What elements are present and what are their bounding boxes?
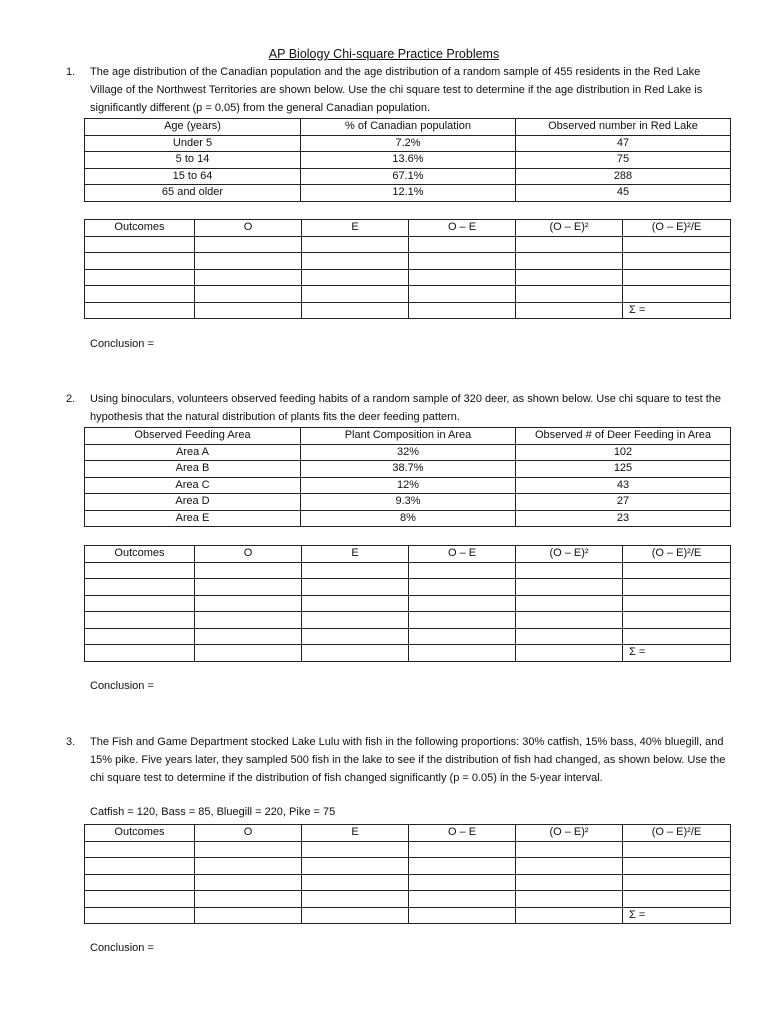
table-header: Plant Composition in Area	[301, 428, 516, 445]
table-cell: 288	[516, 168, 731, 185]
answer-cell[interactable]	[85, 907, 195, 924]
answer-cell[interactable]	[302, 562, 409, 579]
answer-cell[interactable]	[516, 302, 623, 319]
worksheet-header: (O – E)²/E	[623, 220, 731, 237]
answer-cell[interactable]	[409, 562, 516, 579]
question-1	[66, 63, 726, 117]
worksheet-header: O	[195, 825, 302, 842]
table-row	[85, 135, 731, 152]
table-cell: 12.1%	[301, 185, 516, 202]
table-cell: 13.6%	[301, 152, 516, 169]
answer-cell[interactable]	[85, 612, 195, 629]
question-number: 2.	[66, 393, 76, 405]
answer-cell[interactable]	[85, 645, 195, 662]
question-text: Using binoculars, volunteers observed feeding habits of a random sample of 320 deer, as shown below. Use chi square to test the hypothesis that the natural distribution of plants fits the deer feeding pattern.	[90, 393, 722, 423]
table-cell: 67.1%	[301, 168, 516, 185]
answer-cell[interactable]	[516, 269, 623, 286]
answer-cell[interactable]	[195, 286, 302, 303]
answer-cell[interactable]	[302, 302, 409, 319]
answer-cell[interactable]	[623, 612, 731, 629]
worksheet-row	[85, 236, 731, 253]
answer-cell[interactable]	[409, 595, 516, 612]
answer-cell[interactable]	[623, 874, 731, 891]
answer-cell[interactable]	[623, 562, 731, 579]
table-cell: Under 5	[85, 135, 301, 152]
worksheet-sum-row	[85, 907, 731, 924]
answer-cell[interactable]	[302, 253, 409, 270]
question-2	[66, 390, 726, 426]
answer-cell[interactable]	[302, 612, 409, 629]
table-cell: 23	[516, 510, 731, 527]
answer-cell[interactable]	[302, 286, 409, 303]
answer-cell[interactable]	[623, 579, 731, 596]
table-cell: Area B	[85, 461, 301, 478]
answer-cell[interactable]	[409, 874, 516, 891]
table-row	[85, 444, 731, 461]
answer-cell[interactable]	[409, 286, 516, 303]
answer-cell[interactable]	[409, 302, 516, 319]
question-3	[66, 733, 726, 787]
answer-cell[interactable]	[302, 269, 409, 286]
answer-cell[interactable]	[85, 841, 195, 858]
worksheet-row	[85, 841, 731, 858]
answer-cell[interactable]	[302, 858, 409, 875]
answer-cell[interactable]	[409, 907, 516, 924]
answer-cell[interactable]	[85, 562, 195, 579]
answer-cell[interactable]	[623, 858, 731, 875]
answer-cell[interactable]	[516, 858, 623, 875]
worksheet-row	[85, 858, 731, 875]
answer-cell[interactable]	[195, 579, 302, 596]
table-cell: 125	[516, 461, 731, 478]
sum-cell[interactable]: Σ =	[623, 302, 731, 319]
answer-cell[interactable]	[409, 841, 516, 858]
answer-cell[interactable]	[302, 236, 409, 253]
worksheet-header: O – E	[409, 220, 516, 237]
table-header: Observed number in Red Lake	[516, 119, 731, 136]
worksheet-header: Outcomes	[85, 220, 195, 237]
table-cell: 43	[516, 477, 731, 494]
table-row	[85, 477, 731, 494]
answer-cell[interactable]	[195, 645, 302, 662]
table-cell: 8%	[301, 510, 516, 527]
table-cell: Area D	[85, 494, 301, 511]
answer-cell[interactable]	[302, 841, 409, 858]
answer-cell[interactable]	[85, 891, 195, 908]
worksheet-row	[85, 562, 731, 579]
answer-cell[interactable]	[516, 841, 623, 858]
answer-cell[interactable]	[302, 645, 409, 662]
worksheet-header: O – E	[409, 825, 516, 842]
worksheet-header: (O – E)²/E	[623, 546, 731, 563]
table-header: Observed # of Deer Feeding in Area	[516, 428, 731, 445]
answer-cell[interactable]	[195, 841, 302, 858]
worksheet-header: (O – E)²	[516, 546, 623, 563]
answer-cell[interactable]	[409, 253, 516, 270]
answer-cell[interactable]	[516, 562, 623, 579]
answer-cell[interactable]	[516, 579, 623, 596]
table-cell: 12%	[301, 477, 516, 494]
question-number: 1.	[66, 66, 76, 78]
worksheet-header: (O – E)²	[516, 825, 623, 842]
worksheet-header: O	[195, 220, 302, 237]
answer-cell[interactable]	[85, 269, 195, 286]
table-cell: 38.7%	[301, 461, 516, 478]
table-cell: 75	[516, 152, 731, 169]
answer-cell[interactable]	[85, 579, 195, 596]
table-row	[85, 494, 731, 511]
answer-cell[interactable]	[516, 891, 623, 908]
worksheet-header: (O – E)²	[516, 220, 623, 237]
worksheet-row	[85, 286, 731, 303]
table-cell: 32%	[301, 444, 516, 461]
worksheet-table-3	[84, 824, 731, 924]
answer-cell[interactable]	[516, 595, 623, 612]
data-table-1	[84, 118, 731, 202]
answer-cell[interactable]	[516, 874, 623, 891]
conclusion-label: Conclusion =	[90, 942, 154, 954]
answer-cell[interactable]	[85, 874, 195, 891]
worksheet-header: O	[195, 546, 302, 563]
table-cell: Area A	[85, 444, 301, 461]
worksheet-row	[85, 628, 731, 645]
worksheet-row	[85, 595, 731, 612]
table-row	[85, 185, 731, 202]
answer-cell[interactable]	[302, 579, 409, 596]
worksheet-header: Outcomes	[85, 546, 195, 563]
worksheet-header: E	[302, 825, 409, 842]
answer-cell[interactable]	[195, 302, 302, 319]
answer-cell[interactable]	[195, 874, 302, 891]
answer-cell[interactable]	[85, 302, 195, 319]
answer-cell[interactable]	[516, 612, 623, 629]
answer-cell[interactable]	[623, 286, 731, 303]
answer-cell[interactable]	[302, 891, 409, 908]
answer-cell[interactable]	[516, 236, 623, 253]
answer-cell[interactable]	[623, 841, 731, 858]
answer-cell[interactable]	[409, 645, 516, 662]
worksheet-header: O – E	[409, 546, 516, 563]
table-row	[85, 168, 731, 185]
question-text: The age distribution of the Canadian population and the age distribution of a random sample of 455 residents in the Red Lake Village of the Northwest Territories are shown below. Use the chi square test to determine if the age distribution in Red Lake is significantly different (p = 0.05) from the general Canadian population.	[90, 66, 703, 114]
answer-cell[interactable]	[302, 907, 409, 924]
answer-cell[interactable]	[195, 562, 302, 579]
conclusion-label: Conclusion =	[90, 680, 154, 692]
table-cell: 9.3%	[301, 494, 516, 511]
answer-cell[interactable]	[409, 269, 516, 286]
answer-cell[interactable]	[85, 628, 195, 645]
answer-cell[interactable]	[85, 595, 195, 612]
worksheet-row	[85, 612, 731, 629]
table-cell: 47	[516, 135, 731, 152]
table-cell: 7.2%	[301, 135, 516, 152]
answer-cell[interactable]	[302, 874, 409, 891]
table-row	[85, 461, 731, 478]
answer-cell[interactable]	[409, 891, 516, 908]
answer-cell[interactable]	[195, 907, 302, 924]
answer-cell[interactable]	[195, 628, 302, 645]
answer-cell[interactable]	[623, 595, 731, 612]
answer-cell[interactable]	[623, 269, 731, 286]
table-cell: 5 to 14	[85, 152, 301, 169]
worksheet-sum-row	[85, 302, 731, 319]
worksheet-header: E	[302, 546, 409, 563]
answer-cell[interactable]	[623, 236, 731, 253]
conclusion-label: Conclusion =	[90, 338, 154, 350]
answer-cell[interactable]	[516, 253, 623, 270]
answer-cell[interactable]	[85, 236, 195, 253]
table-row	[85, 152, 731, 169]
answer-cell[interactable]	[623, 628, 731, 645]
sum-cell[interactable]: Σ =	[623, 645, 731, 662]
answer-cell[interactable]	[85, 858, 195, 875]
answer-cell[interactable]	[195, 236, 302, 253]
answer-cell[interactable]	[195, 891, 302, 908]
table-header: % of Canadian population	[301, 119, 516, 136]
sample-counts: Catfish = 120, Bass = 85, Bluegill = 220, Pike = 75	[90, 806, 336, 818]
question-text: The Fish and Game Department stocked Lake Lulu with fish in the following proportions: 30% catfish, 15% bass, 40% bluegill, and 15% pike. Five years later, they sampled 500 fish in the lake to see if the distribution of fish had changed, as shown below. Use the chi square test to determine if the distribution of fish changed significantly (p = 0.05) in the 5-year interval.	[90, 736, 726, 784]
answer-cell[interactable]	[195, 595, 302, 612]
worksheet-header: E	[302, 220, 409, 237]
answer-cell[interactable]	[302, 628, 409, 645]
table-header: Age (years)	[85, 119, 301, 136]
worksheet-header: Outcomes	[85, 825, 195, 842]
answer-cell[interactable]	[195, 253, 302, 270]
table-cell: 27	[516, 494, 731, 511]
table-cell: Area C	[85, 477, 301, 494]
answer-cell[interactable]	[409, 858, 516, 875]
answer-cell[interactable]	[409, 612, 516, 629]
answer-cell[interactable]	[195, 269, 302, 286]
worksheet-row	[85, 874, 731, 891]
answer-cell[interactable]	[516, 907, 623, 924]
table-cell: 15 to 64	[85, 168, 301, 185]
table-cell: Area E	[85, 510, 301, 527]
worksheet-table-2	[84, 545, 731, 662]
answer-cell[interactable]	[409, 579, 516, 596]
table-cell: 102	[516, 444, 731, 461]
sum-cell[interactable]: Σ =	[623, 907, 731, 924]
question-number: 3.	[66, 736, 76, 748]
answer-cell[interactable]	[409, 236, 516, 253]
answer-cell[interactable]	[623, 891, 731, 908]
answer-cell[interactable]	[516, 645, 623, 662]
data-table-2	[84, 427, 731, 527]
table-row	[85, 510, 731, 527]
answer-cell[interactable]	[409, 628, 516, 645]
worksheet-table-1	[84, 219, 731, 319]
answer-cell[interactable]	[302, 595, 409, 612]
worksheet-header: (O – E)²/E	[623, 825, 731, 842]
answer-cell[interactable]	[195, 612, 302, 629]
worksheet-row	[85, 891, 731, 908]
answer-cell[interactable]	[516, 286, 623, 303]
worksheet-row	[85, 579, 731, 596]
worksheet-row	[85, 269, 731, 286]
table-cell: 45	[516, 185, 731, 202]
answer-cell[interactable]	[85, 286, 195, 303]
table-header: Observed Feeding Area	[85, 428, 301, 445]
answer-cell[interactable]	[195, 858, 302, 875]
worksheet-sum-row	[85, 645, 731, 662]
answer-cell[interactable]	[623, 253, 731, 270]
page-title: AP Biology Chi-square Practice Problems	[268, 47, 500, 61]
table-cell: 65 and older	[85, 185, 301, 202]
worksheet-row	[85, 253, 731, 270]
answer-cell[interactable]	[516, 628, 623, 645]
answer-cell[interactable]	[85, 253, 195, 270]
